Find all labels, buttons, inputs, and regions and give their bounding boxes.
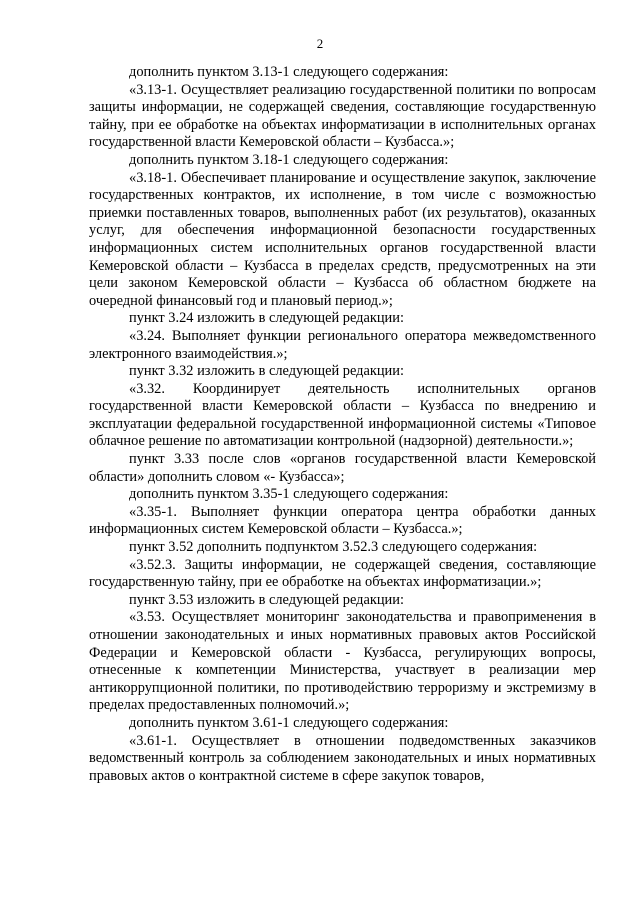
paragraph-3-53-intro: пункт 3.53 изложить в следующей редакции: [129, 591, 404, 608]
paragraph-3-35-1-text: «3.35-1. Выполняет функции оператора центра обработки данных информационных систем Кемеровской области – Кузбасса.»; [89, 503, 596, 538]
paragraph-3-52-3-intro: пункт 3.52 дополнить подпунктом 3.52.3 следующего содержания: [129, 539, 538, 556]
paragraph-3-53-text: «3.53. Осуществляет мониторинг законодательства и правоприменения в отношении законодательных и иных нормативных правовых актов Российской Федерации и Кемеровской области - Кузбасса, регулирующих вопросы, отнесенные к компетенции Министерства, участвует в реализации мер антикоррупционной политики, по противодействию терроризму и экстремизму в пределах предоставленных полномочий.»; [89, 609, 596, 714]
paragraph-3-61-1-intro: дополнить пунктом 3.61-1 следующего содержания: [129, 714, 449, 731]
paragraph-3-61-1-text: «3.61-1. Осуществляет в отношении подведомственных заказчиков ведомственный контроль за соблюдением законодательных и иных нормативных правовых актов о контрактной системе в сфере закупок товаров, [89, 732, 596, 784]
page-number: 2 [316, 36, 324, 51]
paragraph-3-32-intro: пункт 3.32 изложить в следующей редакции: [129, 363, 404, 380]
paragraph-3-24-intro: пункт 3.24 изложить в следующей редакции: [129, 310, 404, 327]
paragraph-3-13-1-intro: дополнить пунктом 3.13-1 следующего содержания: [129, 64, 449, 80]
paragraph-3-52-3-text: «3.52.3. Защиты информации, не содержащей сведения, составляющие государственную тайну, при ее обработке на объектах информатизации.»; [89, 556, 596, 591]
paragraph-3-24-text: «3.24. Выполняет функции регионального оператора межведомственного электронного взаимодействия.»; [89, 327, 596, 362]
paragraph-3-18-1-text: «3.18-1. Обеспечивает планирование и осуществление закупок, заключение государственных контрактов, их исполнение, в том числе с возможностью приемки поставленных товаров, выполненных работ (их результатов), оказанных услуг, для обеспечения информационной безопасности государственных информационных систем исполнительных органов государственной власти Кемеровской области – Кузбасса в пределах средств, предусмотренных на эти цели законом Кемеровской области – Кузбасса об областном бюджете на очередной финансовый год и плановый период.»; [89, 169, 596, 309]
paragraph-3-33-amendment: пункт 3.33 после слов «органов государственной власти Кемеровской области» дополнить словом «- Кузбасса»; [89, 451, 596, 485]
paragraph-3-13-1-text: «3.13-1. Осуществляет реализацию государственной политики по вопросам защиты информации, не содержащей сведения, составляющие государственную тайну, при ее обработке на объектах информатизации в исполнительных органах государственной власти Кемеровской области – Кузбасса.»; [89, 81, 596, 151]
paragraph-3-32-text: «3.32. Координирует деятельность исполнительных органов государственной власти Кемеровской области – Кузбасса по внедрению и эксплуатации федеральной государственной информационной системы «Типовое облачное решение по автоматизации контрольной (надзорной) деятельности.»; [89, 380, 596, 450]
paragraph-3-35-1-intro: дополнить пунктом 3.35-1 следующего содержания: [129, 486, 449, 503]
document-body [89, 64, 596, 785]
paragraph-3-18-1-intro: дополнить пунктом 3.18-1 следующего содержания: [129, 151, 449, 168]
